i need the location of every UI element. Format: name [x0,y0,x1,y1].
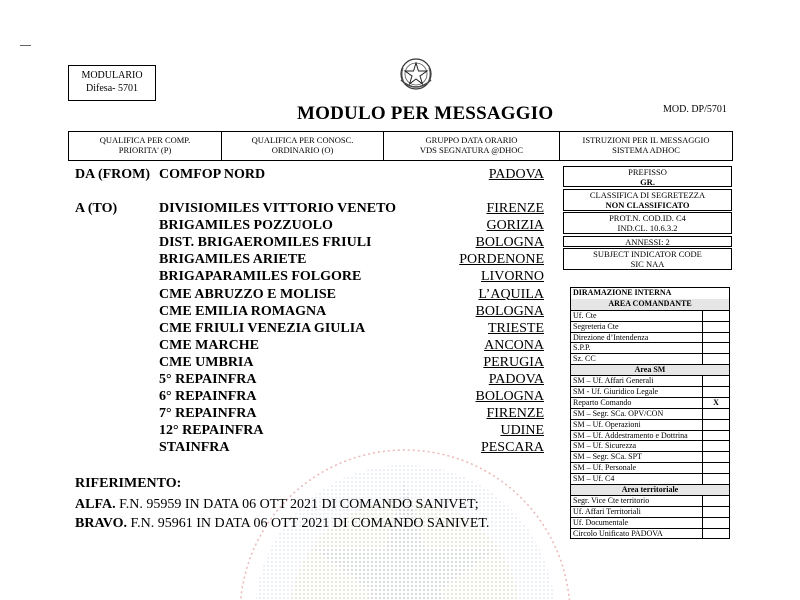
diramazione-row-mark [703,409,729,419]
annessi-value: ANNESSI: 2 [625,237,670,247]
classifica-box [563,189,732,211]
diramazione-section-label: Area SM [634,365,666,375]
diramazione-row-label: Segr. Vice Cte territorio [571,496,703,506]
riferimento-bravo-key: BRAVO. [75,516,127,531]
diramazione-row-label: SM – Uf. Affari Generali [571,376,703,386]
protocol-line2: IND.CL. 10.6.3.2 [617,223,678,233]
recipient-city: PESCARA [480,440,544,456]
diramazione-row-mark [703,431,729,441]
riferimento-alfa-key: ALFA. [75,497,116,512]
recipient-city: L’AQUILA [478,286,544,302]
recipient-name: BRIGAMILES POZZUOLO [159,218,333,234]
diramazione-row-label: SM - Uf. Giuridico Legale [571,387,703,397]
diramazione-row-label: Sz. CC [571,354,703,364]
header-dtg-cell [384,132,560,160]
recipient-city: ANCONA [484,337,544,353]
diramazione-row-label: Uf. Documentale [571,518,703,528]
header-ordinary-cell [222,132,384,160]
protocol-line1: PROT.N. COD.ID. C4 [609,213,686,223]
diramazione-row [571,462,729,473]
diramazione-row-mark: X [713,397,719,407]
protocol-box [563,212,732,234]
diramazione-row [571,397,729,408]
diramazione-row [571,342,729,353]
diramazione-row-mark [703,496,729,506]
recipient-name: 5° REPAINFRA [159,372,257,387]
modulario-line1: MODULARIO [81,70,143,81]
recipient-city: UDINE [500,423,544,439]
diramazione-row [571,386,729,397]
recipient-city: PADOVA [488,372,544,387]
recipient-name: CME FRIULI VENEZIA GIULIA [159,320,366,336]
diramazione-row [571,321,729,332]
diramazione-row-mark [703,474,729,484]
diramazione-row-label: S.P.P. [571,343,703,353]
diramazione-row-mark [703,420,729,430]
header-instructions-cell [560,132,732,160]
diramazione-row [571,506,729,517]
diramazione-row-label: Segreteria Cte [571,322,703,332]
diramazione-row-mark [703,343,729,353]
recipient-city: PORDENONE [459,252,544,268]
corner-mark [20,45,31,46]
sic-label: SUBJECT INDICATOR CODE [593,249,702,259]
from-station: COMFOP NORD [159,167,266,182]
recipient-name: CME MARCHE [159,337,259,353]
annessi-box [563,236,732,247]
riferimento-alfa-text: F.N. 95959 IN DATA 06 OTT 2021 DI COMANDO SANIVET; [115,497,479,512]
module-code: MOD. DP/5701 [663,104,727,115]
diramazione-row-mark [703,376,729,386]
diramazione-row-label: SM – Uf. Operazioni [571,420,703,430]
diramazione-row-label: Uf. Cte [571,311,703,321]
diramazione-row-label: SM – Segr. SCa. OPV/CON [571,409,703,419]
diramazione-row-mark [703,452,729,462]
diramazione-row [571,408,729,419]
diramazione-section-label: AREA COMANDANTE [608,298,692,308]
diramazione-row-mark [703,529,729,539]
diramazione-table [570,287,730,539]
recipient-city: BOLOGNA [475,303,544,319]
header-priority-label: QUALIFICA PER COMP. [99,135,191,145]
header-ordinary-value: ORDINARIO (O) [271,145,334,155]
diramazione-row-mark [703,322,729,332]
diramazione-row [571,528,729,539]
recipient-name: STAINFRA [159,440,230,456]
riferimento-bravo-text: F.N. 95961 IN DATA 06 OTT 2021 DI COMANDO SANIVET. [126,516,490,531]
recipient-city: LIVORNO [481,269,544,285]
classifica-label: CLASSIFICA DI SEGRETEZZA [589,190,706,200]
diramazione-row-label: SM – Uf. Sicurezza [571,441,703,451]
diramazione-rows [571,299,729,539]
header-priority-value: PRIORITA' (P) [118,145,172,155]
recipient-city: GORIZIA [486,218,544,234]
modulario-box [68,65,156,101]
diramazione-row-label: Circolo Unificato PADOVA [571,529,703,539]
diramazione-row-label: SM – Uf. Addestramento e Dottrina [571,431,703,441]
diramazione-section-row [571,484,729,495]
recipient-name: DIST. BRIGAEROMILES FRIULI [159,235,372,251]
diramazione-row-mark [703,333,729,343]
recipient-name: BRIGAPARAMILES FOLGORE [159,269,362,285]
modulario-line2: Difesa- 5701 [86,83,138,94]
recipient-city: TRIESTE [488,320,544,336]
diramazione-row-label: Reparto Comando [571,398,703,408]
prefisso-box [563,166,732,187]
diramazione-section-row [571,299,729,310]
recipient-name: 7° REPAINFRA [159,406,257,422]
diramazione-row [571,332,729,343]
diramazione-title-row [571,288,729,299]
diramazione-row [571,430,729,441]
sic-box [563,248,732,270]
recipient-name: DIVISIOMILES VITTORIO VENETO [159,201,397,216]
diramazione-section-row [571,364,729,375]
republic-emblem-icon [396,54,436,94]
header-dtg-value: VDS SEGNATURA @DHOC [419,145,524,155]
recipient-city: FIRENZE [486,406,544,422]
header-instructions-value: SISTEMA ADHOC [612,145,680,155]
riferimento-alfa [75,497,479,513]
diramazione-row-mark [703,507,729,517]
diramazione-row [571,451,729,462]
recipient-name: 6° REPAINFRA [159,389,257,405]
diramazione-row-mark [703,387,729,397]
from-city: PADOVA [488,167,544,182]
classifica-value: NON CLASSIFICATO [605,200,690,210]
diramazione-row [571,440,729,451]
diramazione-row [571,375,729,386]
diramazione-title: DIRAMAZIONE INTERNA [573,288,672,297]
diramazione-row-mark [703,441,729,451]
diramazione-row-label: SM – Uf. C4 [571,474,703,484]
prefisso-value: GR. [640,177,655,187]
prefisso-label: PREFISSO [628,167,667,177]
diramazione-row [571,310,729,321]
header-instructions-label: ISTRUZIONI PER IL MESSAGGIO [582,135,710,145]
diramazione-row [571,495,729,506]
riferimento-title: RIFERIMENTO: [75,476,182,491]
page-title: MODULO PER MESSAGGIO [297,103,554,124]
recipient-name: 12° REPAINFRA [159,423,264,439]
recipient-name: CME EMILIA ROMAGNA [159,303,327,319]
diramazione-row-label: SM – Uf. Personale [571,463,703,473]
diramazione-row [571,419,729,430]
diramazione-section-label: Area territoriale [621,485,679,495]
diramazione-row-mark [703,518,729,528]
diramazione-row-label: Direzione d’Intendenza [571,333,703,343]
diramazione-row [571,353,729,364]
recipient-name: CME UMBRIA [159,354,254,370]
header-table [68,131,733,161]
header-ordinary-label: QUALIFICA PER CONOSC. [251,135,354,145]
to-label: A (TO) [75,201,118,216]
diramazione-row-label: SM – Segr. SCa. SPT [571,452,703,462]
recipient-city: PERUGIA [483,354,544,370]
diramazione-row [571,473,729,484]
header-dtg-label: GRUPPO DATA ORARIO [425,135,518,145]
diramazione-row-mark [703,311,729,321]
from-label: DA (FROM) [75,167,151,182]
diramazione-row-mark [703,463,729,473]
diramazione-row-mark [703,354,729,364]
recipient-city: BOLOGNA [475,235,544,251]
recipient-city: BOLOGNA [475,389,544,405]
recipient-name: CME ABRUZZO E MOLISE [159,286,336,302]
sic-value: SIC NAA [630,259,665,269]
recipient-city: FIRENZE [486,201,544,216]
diramazione-row-label: Uf. Affari Territoriali [571,507,703,517]
recipient-name: BRIGAMILES ARIETE [159,252,307,268]
header-priority-cell [69,132,222,160]
riferimento-bravo [75,516,489,532]
diramazione-row [571,517,729,528]
